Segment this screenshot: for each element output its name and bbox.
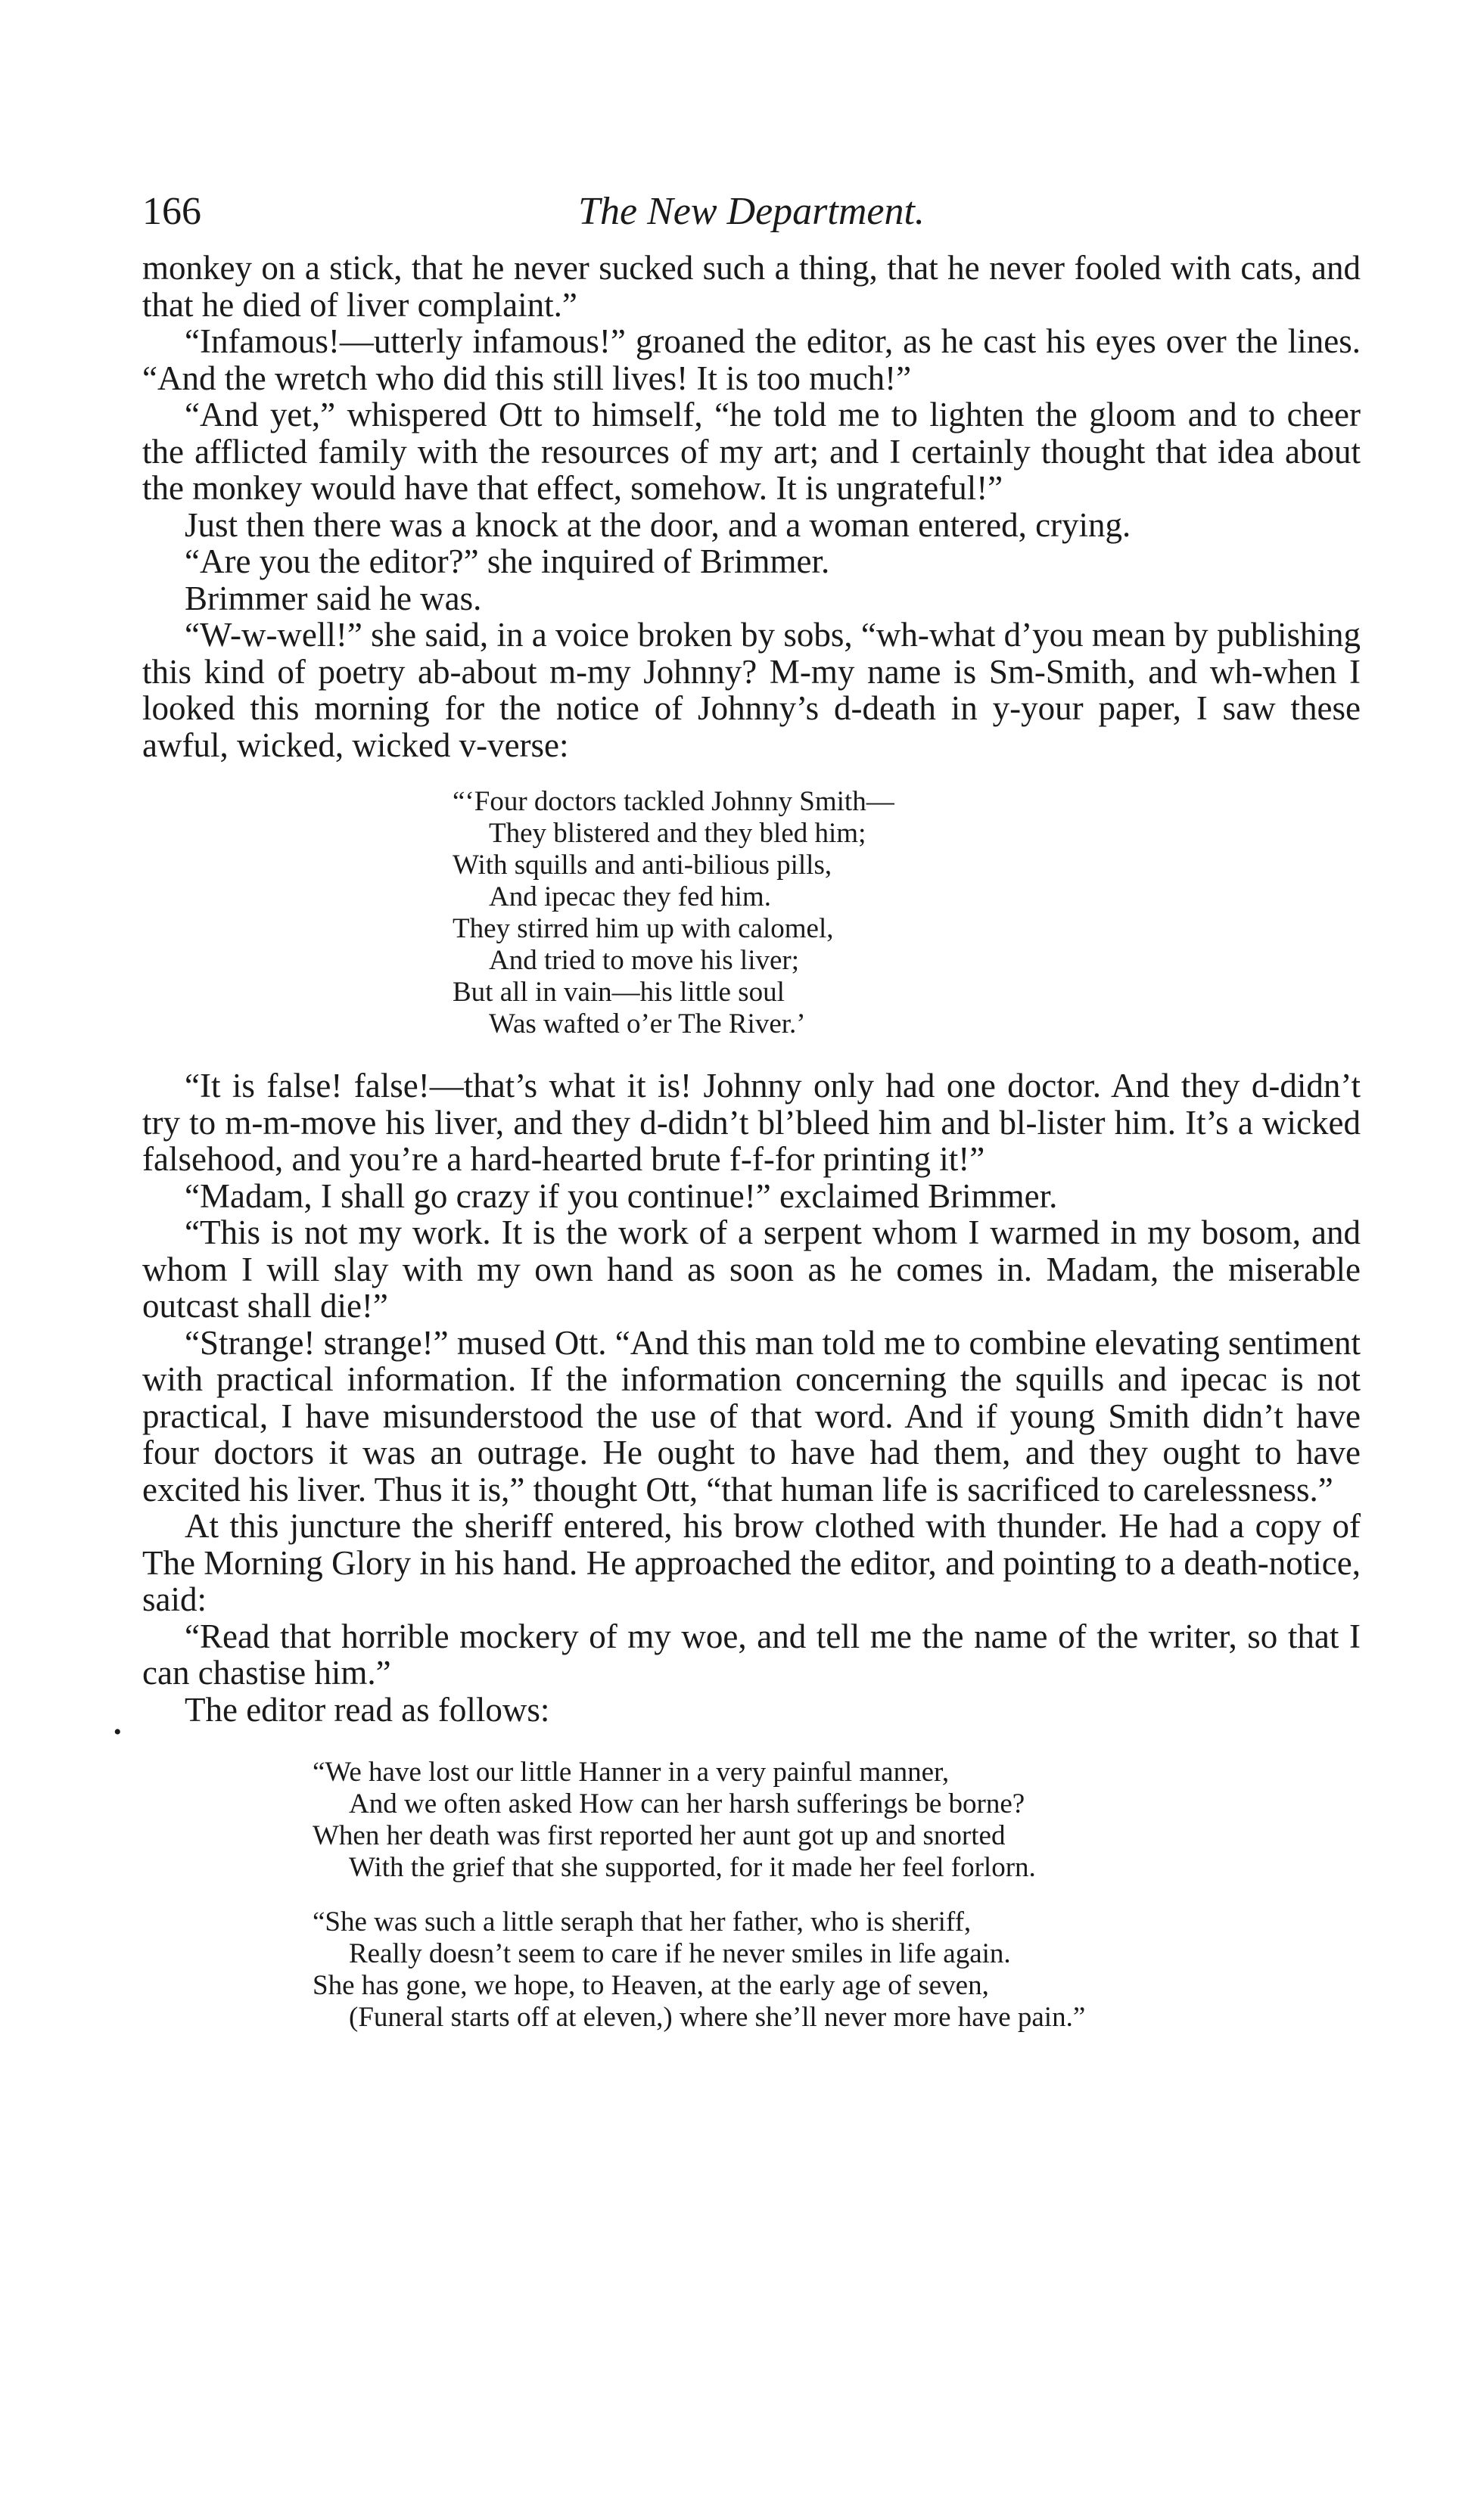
poem-line: With the grief that she supported, for it made her feel forlorn.	[349, 1852, 1036, 1883]
poem-line: Was wafted o’er The River.’	[489, 1008, 806, 1039]
poem-line: They blistered and they bled him;	[489, 818, 866, 849]
paragraph: At this juncture the sheriff entered, his brow clothed with thunder. He had a copy of The Morning Glory in his hand. He approached the editor, and pointing to a death-notice, said:	[142, 1507, 1361, 1618]
paragraph: “Infamous!—utterly infamous!” groaned the editor, as he cast his eyes over the lines. “And the wretch who did this still lives! It is too much!”	[142, 322, 1361, 397]
paragraph: “W-w-well!” she said, in a voice broken by sobs, “wh-what d’you mean by publishing this kind of poetry ab-about m-my Johnny? M-my name is Sm-Smith, and wh-when I looked this morning for the notice of Johnny’s d-death in y-your paper, I saw these awful, wicked, wicked v-verse:	[142, 616, 1361, 764]
poem-line: But all in vain—his little soul	[453, 977, 785, 1008]
poem-line: And tried to move his liver;	[489, 945, 800, 976]
poem-stanza	[313, 1757, 1361, 1884]
paragraphs-before-poem	[142, 250, 1361, 763]
running-head: The New Department.	[578, 190, 925, 233]
poem-johnny-smith	[453, 786, 1361, 1040]
paragraph: monkey on a stick, that he never sucked such a thing, that he never fooled with cats, and that he died of liver complaint.”	[142, 249, 1361, 324]
poem-little-hanner	[313, 1757, 1361, 2034]
poem-line: She has gone, we hope, to Heaven, at the early age of seven,	[313, 1970, 989, 2001]
poem-line: “She was such a little seraph that her father, who is sheriff,	[313, 1906, 972, 1937]
poem-line: And ipecac they fed him.	[489, 881, 771, 912]
paragraph: Just then there was a knock at the door, and a woman entered, crying.	[185, 505, 1131, 544]
paragraph: “Madam, I shall go crazy if you continue!” exclaimed Brimmer.	[185, 1176, 1058, 1215]
paragraph: Brimmer said he was.	[185, 579, 482, 617]
poem-line: “‘Four doctors tackled Johnny Smith—	[453, 786, 894, 817]
poem-line: With squills and anti-bilious pills,	[453, 850, 832, 881]
margin-mark: •	[114, 1720, 122, 1745]
paragraph: The editor read as follows:	[185, 1690, 550, 1729]
poem-stanza	[313, 1906, 1361, 2034]
page-number: 166	[142, 190, 201, 233]
poem-line: “We have lost our little Hanner in a very painful manner,	[313, 1757, 950, 1788]
paragraph: “It is false! false!—that’s what it is! Johnny only had one doctor. And they d-didn’t try to m-m-move his liver, and they d-didn’t bl’bleed him and bl-lister him. It’s a wicked falsehood, and you’re a hard-hearted brute f-f-for printing it!”	[142, 1067, 1361, 1178]
paragraphs-after-poem	[142, 1067, 1361, 1728]
body-text	[142, 250, 1361, 2034]
paragraph: “Are you the editor?” she inquired of Brimmer.	[185, 542, 830, 580]
paragraph: “Strange! strange!” mused Ott. “And this man told me to combine elevating sentiment with practical information. If the information concerning the squills and ipecac is not practical, I have misunderstood the use of that word. And if young Smith didn’t have four doctors it was an outrage. He ought to have had them, and they ought to have excited his liver. Thus it is,” thought Ott, “that human life is sacrificed to carelessness.”	[142, 1323, 1361, 1509]
poem-line: And we often asked How can her harsh sufferings be borne?	[349, 1788, 1025, 1819]
page-header	[142, 185, 1361, 246]
paragraph: “And yet,” whispered Ott to himself, “he told me to lighten the gloom and to cheer the afflicted family with the resources of my art; and I certainly thought that idea about the monkey would have that effect, somehow. It is ungrateful!”	[142, 396, 1361, 507]
poem-line: Really doesn’t seem to care if he never smiles in life again.	[349, 1938, 1011, 1969]
poem-line: When her death was first reported her aunt got up and snorted	[313, 1820, 1006, 1851]
paragraph: “Read that horrible mockery of my woe, and tell me the name of the writer, so that I can chastise him.”	[142, 1617, 1361, 1692]
poem-line: (Funeral starts off at eleven,) where she’ll never more have pain.”	[349, 2002, 1086, 2033]
paragraph: “This is not my work. It is the work of a serpent whom I warmed in my bosom, and whom I will slay with my own hand as soon as he comes in. Madam, the miserable outcast shall die!”	[142, 1213, 1361, 1325]
poem-line: They stirred him up with calomel,	[453, 913, 834, 944]
